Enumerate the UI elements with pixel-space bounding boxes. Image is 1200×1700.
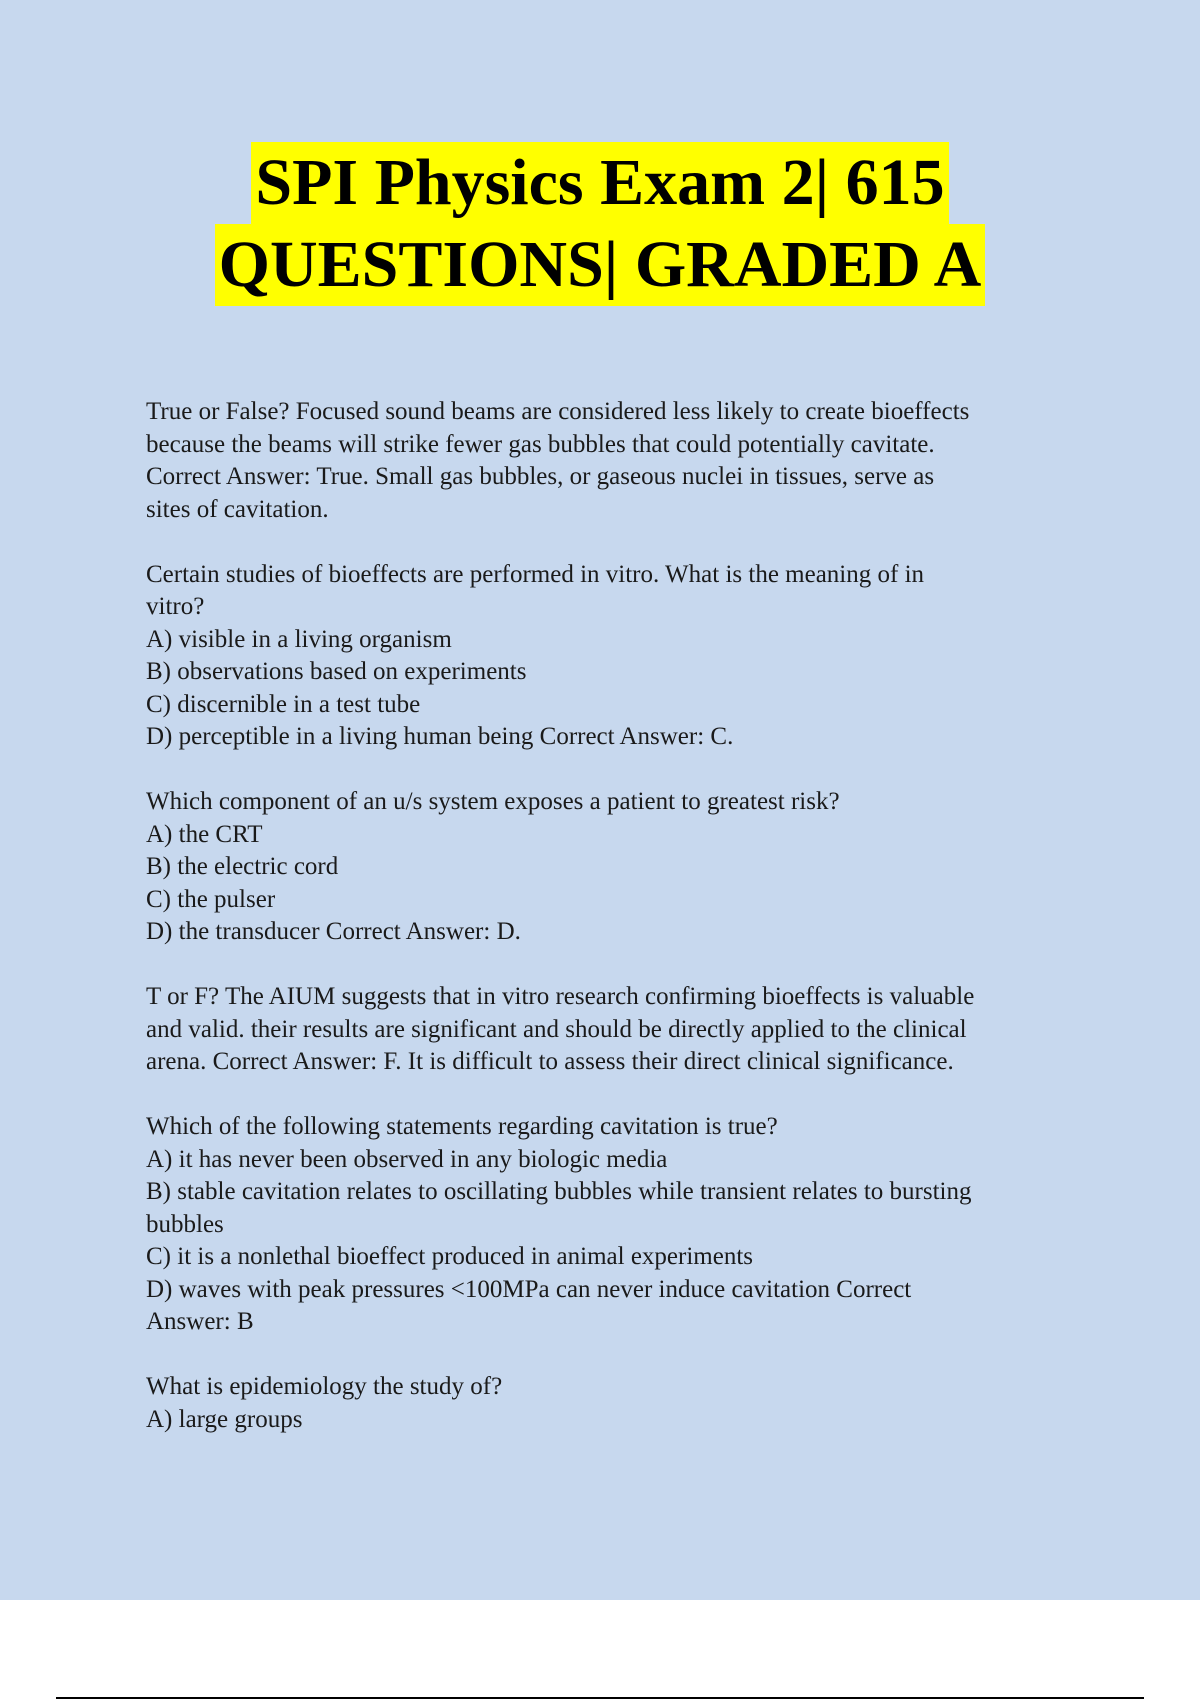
question-text-line: B) stable cavitation relates to oscillating bubbles while transient relates to bursting <box>146 1178 972 1205</box>
question-text-line: Correct Answer: True. Small gas bubbles, or gaseous nuclei in tissues, serve as <box>146 463 935 490</box>
question-item <box>146 1111 1096 1339</box>
question-text-line: bubbles <box>146 1210 224 1238</box>
question-text-line: Answer: B <box>146 1308 254 1335</box>
question-item <box>146 396 1096 526</box>
question-text-line: A) visible in a living organism <box>146 625 452 653</box>
question-text-line: B) the electric cord <box>146 853 339 880</box>
question-text-line: D) waves with peak pressures <100MPa can never induce cavitation Correct <box>146 1275 912 1303</box>
question-text-line: arena. Correct Answer: F. It is difficult to assess their direct clinical significance. <box>146 1048 954 1075</box>
question-list <box>146 396 1096 1469</box>
title-line-2: QUESTIONS| GRADED A <box>215 224 986 306</box>
title-line-1: SPI Physics Exam 2| 615 <box>251 142 948 224</box>
question-text-line: D) perceptible in a living human being Correct Answer: C. <box>146 723 734 750</box>
question-text-line: vitro? <box>146 593 205 620</box>
question-text-line: C) the pulser <box>146 885 276 913</box>
question-text-line: C) discernible in a test tube <box>146 690 421 718</box>
question-text-line: True or False? Focused sound beams are considered less likely to create bioeffects <box>146 398 970 425</box>
question-text-line: B) observations based on experiments <box>146 658 527 685</box>
question-text-line: because the beams will strike fewer gas bubbles that could potentially cavitate. <box>146 430 935 458</box>
footer-divider <box>56 1697 1144 1699</box>
question-text-line: Which of the following statements regarding cavitation is true? <box>146 1113 778 1140</box>
question-item <box>146 559 1096 754</box>
question-text-line: A) the CRT <box>146 820 263 848</box>
question-item <box>146 1371 1096 1436</box>
question-text-line: D) the transducer Correct Answer: D. <box>146 918 521 945</box>
question-item <box>146 786 1096 949</box>
question-item <box>146 981 1096 1079</box>
question-text-line: and valid. their results are significant and should be directly applied to the clinical <box>146 1015 967 1043</box>
document-title <box>0 142 1200 306</box>
question-text-line: Which component of an u/s system exposes a patient to greatest risk? <box>146 788 840 815</box>
question-text-line: A) it has never been observed in any biologic media <box>146 1145 668 1173</box>
question-text-line: Certain studies of bioeffects are performed in vitro. What is the meaning of in <box>146 560 925 588</box>
question-text-line: sites of cavitation. <box>146 495 329 523</box>
question-text-line: C) it is a nonlethal bioeffect produced in animal experiments <box>146 1243 753 1270</box>
question-text-line: What is epidemiology the study of? <box>146 1373 503 1400</box>
question-text-line: A) large groups <box>146 1405 303 1433</box>
question-text-line: T or F? The AIUM suggests that in vitro research confirming bioeffects is valuable <box>146 983 975 1010</box>
